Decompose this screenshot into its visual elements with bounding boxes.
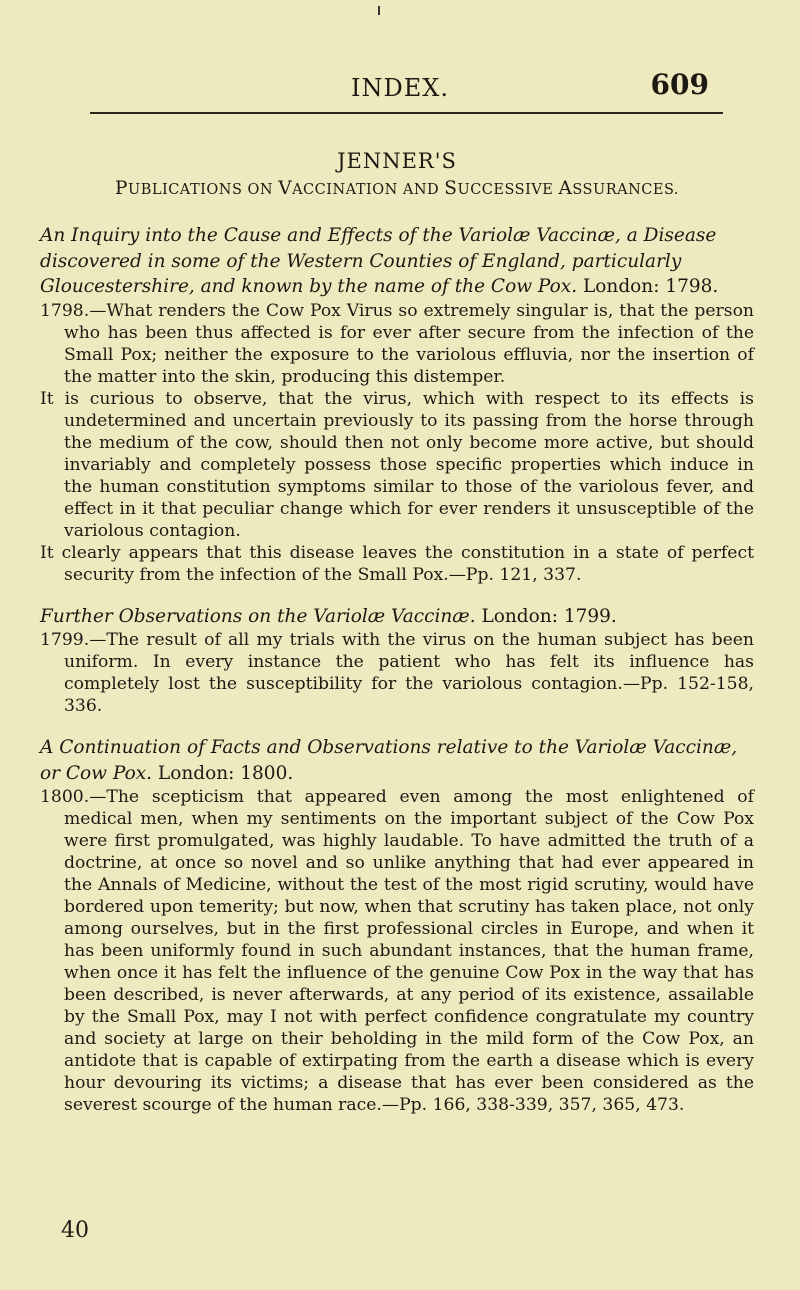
- page-number: 609: [650, 68, 709, 101]
- index-entry: [40, 735, 754, 1116]
- running-header: [0, 68, 800, 114]
- place-date: London: 1799.: [481, 605, 617, 627]
- work-title-line: [40, 604, 754, 630]
- entry-paragraph: 1798.—What renders the Cow Pox Virus so extremely singular is, that the person who has been thus affected is for ever after secure from the infection of the Small Pox; neither the exposure to the variolous effluvia, nor the insertion of the matter into the skin, producing this distemper.: [40, 300, 754, 387]
- work-title: A Continuation of Facts and Observations relative to the Variolæ Vaccinæ, or Cow Pox.: [40, 737, 738, 784]
- section-subheading: PUBLICATIONS ON VACCINATION AND SUCCESSIVE ASSURANCES.: [115, 178, 679, 199]
- entry-paragraph: 1800.—The scepticism that appeared even among the most enlightened of medical men, when my sentiments on the important subject of the Cow Pox were first promulgated, was highly laudable. To have admitted the truth of a doctrine, at once so novel and so unlike anything that had ever appeared in the Annals of Medicine, without the test of the most rigid scrutiny, would have bordered upon temerity; but now, when that scrutiny has taken place, not only among ourselves, but in the first professional circles in Europe, and when it has been uniformly found in such abundant instances, that the human frame, when once it has felt the influence of the genuine Cow Pox in the way that has been described, is never afterwards, at any period of its existence, assailable by the Small Pox, may I not with perfect confidence congratulate my country and society at large on their beholding in the mild form of the Cow Pox, an antidote that is capable of extirpating from the earth a disease which is every hour devouring its victims; a disease that has ever been considered as the severest scourge of the human race.—Pp. 166, 338-339, 357, 365, 473.: [40, 787, 754, 1115]
- header-rule: [90, 112, 723, 114]
- place-date: London: 1800.: [157, 762, 294, 784]
- place-date: London: 1798.: [582, 276, 719, 297]
- work-title: Further Observations on the Variolæ Vaccinæ.: [40, 605, 476, 627]
- work-title: An Inquiry into the Cause and Effects of the Variolæ Vaccinæ, a Disease discovered in some of the Western Counties of England, particularly Gloucestershire, and known by the name of the Cow Pox.: [40, 225, 717, 297]
- index-entry: [40, 604, 754, 718]
- entry-paragraph: 1799.—The result of all my trials with the virus on the human subject has been uniform. In every instance the patient who has felt its influence has completely lost the susceptibility for the variolous contagion.—Pp. 152-158, 336.: [40, 630, 754, 716]
- signature-mark: 40: [61, 1218, 89, 1243]
- margin-mark: [378, 6, 380, 15]
- work-title-line: [40, 223, 754, 300]
- index-entry: [40, 223, 754, 586]
- running-title: INDEX.: [351, 74, 449, 102]
- section-heading: JENNER'S: [337, 149, 457, 173]
- work-title-line: [40, 735, 754, 786]
- entry-paragraph: It clearly appears that this disease leaves the constitution in a state of perfect security from the infection of the Small Pox.—Pp. 121, 337.: [40, 542, 754, 585]
- index-content: [40, 150, 754, 1116]
- entry-paragraph: It is curious to observe, that the virus, which with respect to its effects is undetermined and uncertain previously to its passing from the horse through the medium of the cow, should then not only become more active, but should invariably and completely possess those specific properties which induce in the human constitution symptoms similar to those of the variolous fever, and effect in it that peculiar change which for ever renders it unsusceptible of the variolous contagion.: [40, 388, 754, 541]
